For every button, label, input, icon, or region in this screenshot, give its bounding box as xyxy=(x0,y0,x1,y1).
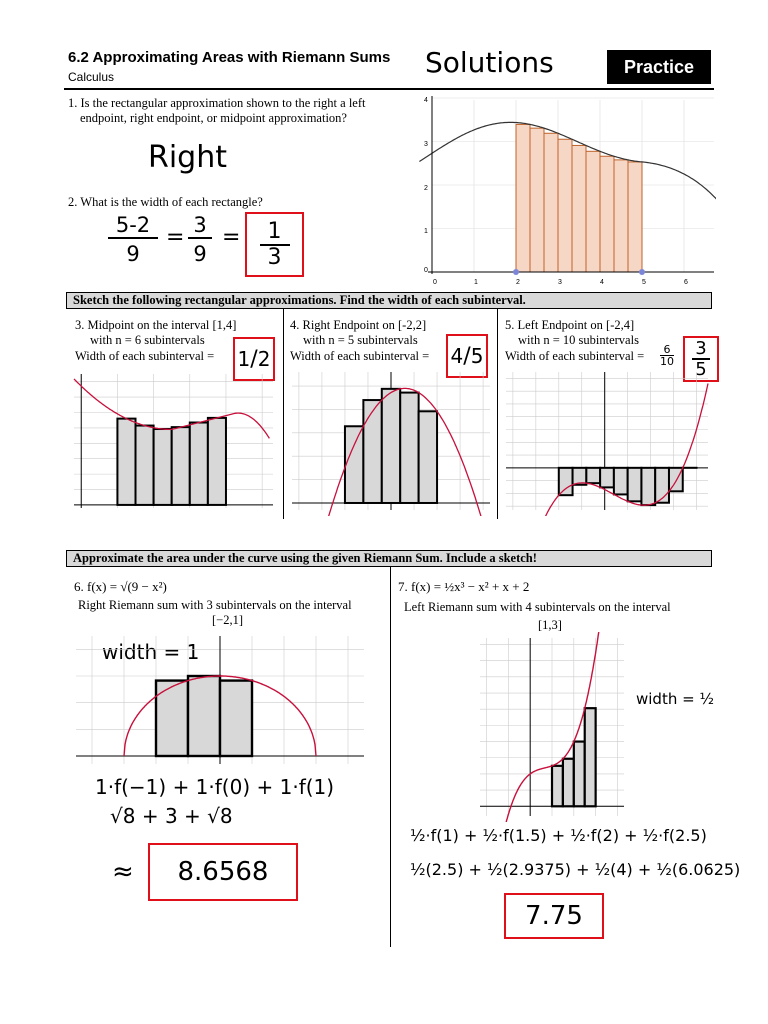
q2-mid-den: 9 xyxy=(193,242,207,266)
q6-interval: [−2,1] xyxy=(212,613,243,627)
solutions-heading: Solutions xyxy=(425,46,554,79)
q7-rect xyxy=(552,766,563,806)
practice-badge: Practice xyxy=(607,50,711,84)
x-tick-3: 3 xyxy=(558,279,562,286)
q4-rectangles xyxy=(345,389,437,503)
q3-rect xyxy=(136,426,154,505)
q6-approx-symbol: ≈ xyxy=(112,857,134,887)
top-riemann-graph xyxy=(416,92,716,288)
q6-answer-box: 8.6568 xyxy=(148,843,298,901)
q6-rect xyxy=(188,676,220,756)
q7-line2: Left Riemann sum with 4 subintervals on the interval xyxy=(404,600,671,614)
divider-q4-q5 xyxy=(497,309,498,519)
y-tick-3: 3 xyxy=(424,141,428,148)
q2-ans-num: 1 xyxy=(260,220,290,246)
q5-rect xyxy=(614,468,628,495)
x-tick-0: 0 xyxy=(433,279,437,286)
q5-line1: 5. Left Endpoint on [-2,4] xyxy=(505,318,635,332)
q3-rect xyxy=(208,418,226,505)
q5-line3: Width of each subinterval = xyxy=(505,349,645,363)
q3-rect xyxy=(172,427,190,505)
top-graph-rect xyxy=(628,162,642,272)
q2-work-num: 5-2 xyxy=(108,213,158,239)
q4-rect xyxy=(363,400,381,503)
top-graph-rect xyxy=(558,139,572,272)
divider-q6-q7 xyxy=(390,567,391,947)
q2-eq2: = xyxy=(222,225,241,250)
q6-work-line2: √8 + 3 + √8 xyxy=(110,804,233,828)
q7-graph xyxy=(474,632,630,822)
page-title: 6.2 Approximating Areas with Riemann Sums xyxy=(68,49,391,66)
y-tick-4: 4 xyxy=(424,97,428,104)
q4-ans-num: 4 xyxy=(450,344,464,368)
q3-rectangles xyxy=(117,418,226,505)
q5-ans-den: 5 xyxy=(695,359,707,380)
top-graph-rect xyxy=(600,156,614,272)
q5-rect xyxy=(628,468,642,501)
x-tick-5: 5 xyxy=(642,279,646,286)
q7-rect xyxy=(574,742,585,807)
q6-rect xyxy=(220,681,252,756)
q4-ans-den: 5 xyxy=(470,344,484,368)
q2-ans-den: 3 xyxy=(267,244,282,270)
q1-answer: Right xyxy=(148,140,227,175)
q4-line2: with n = 5 subintervals xyxy=(303,333,418,347)
q4-rect xyxy=(419,411,437,503)
divider-q3-q4 xyxy=(283,309,284,519)
q2-answer-box xyxy=(245,212,304,277)
q2-mid-num: 3 xyxy=(188,213,212,239)
q5-work-fraction xyxy=(660,344,674,367)
q5-rect xyxy=(586,468,600,483)
top-graph-rect xyxy=(614,160,628,272)
q3-line1: 3. Midpoint on the interval [1,4] xyxy=(75,318,237,332)
q7-width-note: width = ½ xyxy=(636,690,714,708)
y-tick-0: 0 xyxy=(424,267,428,274)
q7-interval: [1,3] xyxy=(538,618,562,632)
q6-graph xyxy=(70,630,370,770)
q5-work-den: 10 xyxy=(660,355,674,368)
q4-answer-box: 4 / 5 xyxy=(446,334,488,378)
q4-graph xyxy=(286,366,496,516)
q6-function: 6. f(x) = √(9 − x²) xyxy=(74,579,167,594)
q6-rect xyxy=(156,681,188,756)
q7-answer-box: 7.75 xyxy=(504,893,604,939)
q5-rect xyxy=(655,468,669,503)
top-graph-rect xyxy=(530,128,544,272)
q3-line2: with n = 6 subintervals xyxy=(90,333,205,347)
q3-curve xyxy=(74,379,269,439)
x-tick-1: 1 xyxy=(474,279,478,286)
q4-line1: 4. Right Endpoint on [-2,2] xyxy=(290,318,427,332)
q3-answer-box: 1 / 2 xyxy=(233,337,275,381)
q3-ans-den: 2 xyxy=(257,347,271,371)
q3-rect xyxy=(190,423,208,505)
x-tick-6: 6 xyxy=(684,279,688,286)
header-rule xyxy=(64,88,714,90)
q1-text-1: 1. Is the rectangular approximation shown to the right a left xyxy=(68,96,366,110)
q5-rect xyxy=(641,468,655,505)
q3-line3: Width of each subinterval = xyxy=(75,349,215,363)
q3-graph xyxy=(66,366,281,516)
q3-rect xyxy=(117,419,135,505)
q2-text: 2. What is the width of each rectangle? xyxy=(68,195,263,209)
top-graph-start-point xyxy=(513,269,519,275)
q4-rect xyxy=(345,426,363,503)
q6-line2: Right Riemann sum with 3 subintervals on the interval xyxy=(78,598,352,612)
top-graph-rect xyxy=(572,145,586,272)
q5-rect xyxy=(559,468,573,495)
q4-line3: Width of each subinterval = xyxy=(290,349,430,363)
q2-eq1: = xyxy=(166,225,185,250)
q5-work-num: 6 xyxy=(660,344,674,356)
q4-rect xyxy=(382,389,400,503)
q7-work-line1: ½·f(1) + ½·f(1.5) + ½·f(2) + ½·f(2.5) xyxy=(410,826,707,845)
q7-work-line2: ½(2.5) + ½(2.9375) + ½(4) + ½(6.0625) xyxy=(410,860,741,879)
q6-work-line1: 1·f(−1) + 1·f(0) + 1·f(1) xyxy=(95,775,335,799)
q2-work-den: 9 xyxy=(126,242,140,266)
q5-rect xyxy=(600,468,614,488)
x-tick-2: 2 xyxy=(516,279,520,286)
q5-line2: with n = 10 subintervals xyxy=(518,333,639,347)
top-graph-rectangles xyxy=(516,124,642,272)
q5-rect xyxy=(573,468,587,485)
top-graph-rect xyxy=(586,151,600,272)
q6-width-note: width = 1 xyxy=(102,640,200,664)
top-graph-end-point xyxy=(639,269,645,275)
q1-text-2: endpoint, right endpoint, or midpoint approximation? xyxy=(80,111,347,125)
q7-rect xyxy=(585,708,596,806)
q7-function: 7. f(x) = ½x³ − x² + x + 2 xyxy=(398,579,530,594)
q5-ans-num: 3 xyxy=(692,339,710,360)
top-graph-rect xyxy=(516,124,530,272)
section1-band: Sketch the following rectangular approximations. Find the width of each subinterval. xyxy=(66,292,712,309)
q7-rect xyxy=(563,759,574,807)
q5-curve xyxy=(506,384,708,517)
top-graph-rect xyxy=(544,133,558,272)
q3-rect xyxy=(154,429,172,505)
q5-graph xyxy=(500,366,714,516)
course-name: Calculus xyxy=(68,70,115,84)
y-tick-1: 1 xyxy=(424,228,428,235)
section2-band: Approximate the area under the curve using the given Riemann Sum. Include a sketch! xyxy=(66,550,712,567)
x-tick-4: 4 xyxy=(600,279,604,286)
q4-rect xyxy=(400,393,418,503)
q3-ans-num: 1 xyxy=(237,347,251,371)
y-tick-2: 2 xyxy=(424,185,428,192)
q5-rectangles xyxy=(559,468,697,505)
